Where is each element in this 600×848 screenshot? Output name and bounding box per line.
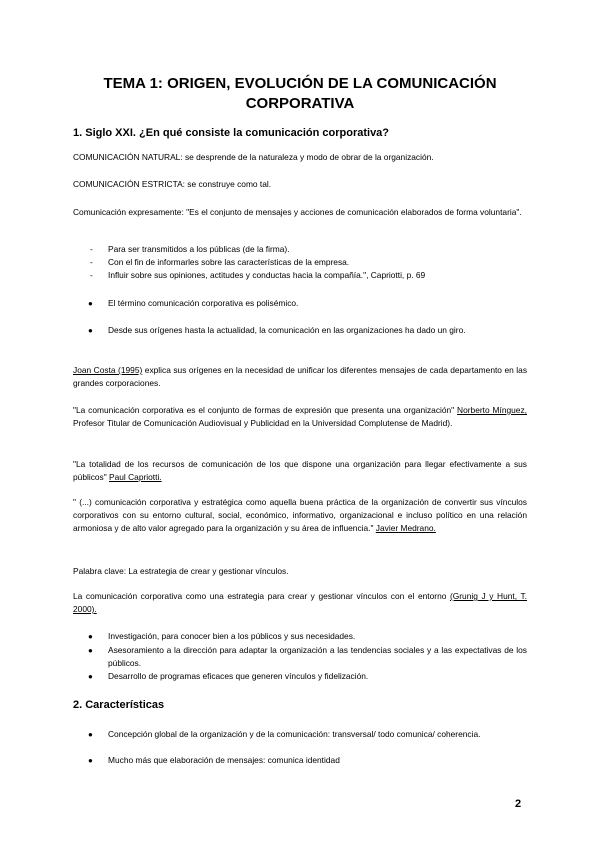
quote-text: "La totalidad de los recursos de comunicación de los que dispone una organización para llegar efectivamente a sus públicos" [73, 459, 527, 482]
bullet-investigacion: Investigación, para conocer bien a los públicos y sus necesidades. [108, 631, 356, 641]
document-title: TEMA 1: ORIGEN, EVOLUCIÓN DE LA COMUNICACIÓN CORPORATIVA [103, 75, 497, 112]
bullet-marker: ● [88, 326, 93, 335]
bullet-marker: ● [88, 672, 93, 681]
natural-definition: COMUNICACIÓN NATURAL: se desprende de la naturaleza y modo de obrar de la organización. [73, 152, 434, 162]
estrategia-text: La comunicación corporativa como una estrategia para crear y gestionar vínculos con el entorno [73, 591, 450, 601]
medrano-author-link[interactable]: Javier Medrano. [375, 523, 436, 533]
page-number: 2 [515, 798, 522, 810]
minguez-quote [73, 404, 527, 430]
bullet-identidad: Mucho más que elaboración de mensajes: comunica identidad [108, 755, 340, 765]
costa-reference-link[interactable]: Joan Costa (1995) [73, 365, 143, 375]
capriotti-quote [73, 458, 527, 484]
expresamente-definition: Comunicación expresamente: "Es el conjunto de mensajes y acciones de comunicación elaborados de forma voluntaria". [73, 207, 522, 217]
bullet-concepcion: Concepción global de la organización y de la comunicación: transversal/ todo comunica/ coherencia. [108, 729, 481, 739]
section-2-heading: 2. Características [73, 699, 165, 711]
capriotti-author-link[interactable]: Paul Capriotti. [109, 472, 162, 482]
dash-item: Para ser transmitidos a los públicas (de la firma). [108, 244, 290, 254]
bullet-origenes: Desde sus orígenes hasta la actualidad, la comunicación en las organizaciones ha dado un giro. [108, 325, 466, 335]
costa-text: explica sus orígenes en la necesidad de unificar los diferentes mensajes de cada departamento en las grandes corporaciones. [73, 365, 528, 388]
quote-rest: Profesor Titular de Comunicación Audiovisual y Publicidad en la Universidad Complutense de Madrid). [73, 418, 453, 428]
quote-text: "La comunicación corporativa es el conjunto de formas de expresión que presenta una organización" [73, 405, 458, 415]
minguez-author-link[interactable]: Norberto Mínguez, [457, 405, 527, 415]
bullet-marker: ● [88, 646, 93, 655]
bullet-desarrollo: Desarrollo de programas eficaces que generen vínculos y fidelización. [108, 671, 369, 681]
bullet-marker: ● [88, 756, 93, 765]
dash-marker: - [90, 244, 93, 254]
quote-text: " (...) comunicación corporativa y estratégica como aquella buena práctica de la organización de convertir sus vínculos corporativos con su entorno cultural, social, económico, informativo, organizacional e incluso político en una relación armoniosa y de alto valor agregado para la organización y su área de influencia." [73, 497, 527, 533]
costa-paragraph [73, 364, 527, 390]
dash-item: Con el fin de informarles sobre las características de la empresa. [108, 257, 350, 267]
estrategia-paragraph [73, 590, 527, 616]
dash-marker: - [90, 257, 93, 267]
dash-marker: - [90, 270, 93, 280]
dash-item: Influir sobre sus opiniones, actitudes y conductas hacia la compañía.", Capriotti, p. 69 [108, 270, 426, 280]
bullet-marker: ● [88, 632, 93, 641]
medrano-quote [73, 496, 527, 535]
bullet-marker: ● [88, 730, 93, 739]
bullet-asesoramiento: Asesoramiento a la dirección para adaptar la organización a las tendencias sociales y a las expectativas de los públicos. [108, 645, 527, 668]
section-1-heading: 1. Siglo XXI. ¿En qué consiste la comunicación corporativa? [73, 127, 390, 139]
palabra-clave: Palabra clave: La estrategia de crear y gestionar vínculos. [73, 566, 289, 576]
grunig-reference-link[interactable]: (Grunig J y Hunt, T. 2000). [73, 591, 527, 614]
bullet-marker: ● [88, 299, 93, 308]
estricta-definition: COMUNICACIÓN ESTRICTA: se construye como tal. [73, 179, 272, 189]
bullet-polisemico: El término comunicación corporativa es polisémico. [108, 298, 299, 308]
